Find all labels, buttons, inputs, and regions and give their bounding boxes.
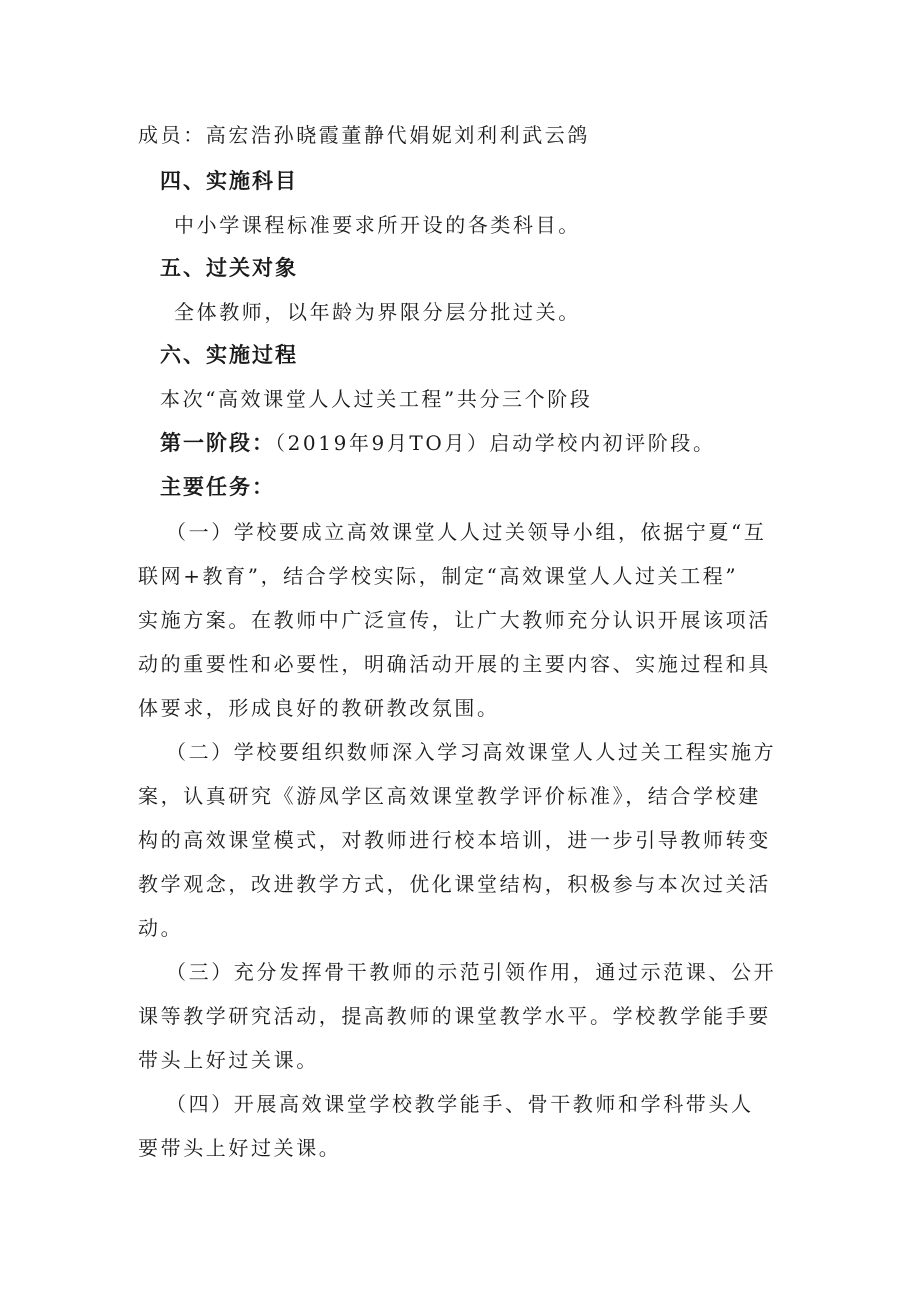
section-heading-targets: 五、过关对象: [160, 256, 298, 280]
phase1-text: （2019年9月TO月）启动学校内初评阶段。: [275, 431, 716, 455]
section-heading-subjects: 四、实施科目: [160, 169, 298, 193]
process-intro: 本次“高效课堂人人过关工程”共分三个阶段: [160, 387, 593, 411]
task-3-line-2: 课等教学研究活动，提高教师的课堂教学水平。学校教学能手要: [138, 1004, 771, 1028]
task-3-line-3: 带头上好过关课。: [138, 1048, 319, 1072]
task-4-line-2: 要带头上好过关课。: [138, 1136, 342, 1160]
task-1-line-2: 联网+教育”，结合学校实际，制定“高效课堂人人过关工程”: [138, 564, 739, 588]
section-body-targets: 全体教师，以年龄为界限分层分批过关。: [174, 300, 581, 324]
task-1-line-3: 实施方案。在教师中广泛宣传，让广大教师充分认识开展该项活: [138, 608, 771, 632]
task-2-line-1: （二）学校要组织数师深入学习高效课堂人人过关工程实施方: [166, 740, 777, 764]
task-2-line-5: 动。: [138, 916, 184, 940]
tasks-heading: 主要任务：: [160, 475, 275, 499]
phase1-label: 第一阶段：: [160, 431, 275, 455]
task-1-line-5: 体要求，形成良好的教研教改氛围。: [138, 696, 500, 720]
task-2-line-4: 教学观念，改进教学方式，优化课堂结构，积极参与本次过关活: [138, 872, 771, 896]
task-2-line-2: 案，认真研究《游凤学区高效课堂教学评价标准》，结合学校建: [138, 784, 761, 808]
task-2-line-3: 构的高效课堂模式，对教师进行校本培训，进一步引导教师转变: [138, 828, 771, 852]
section-body-subjects: 中小学课程标准要求所开设的各类科目。: [174, 213, 581, 237]
section-heading-process: 六、实施过程: [160, 343, 298, 367]
phase1-line: [160, 429, 820, 457]
task-4-line-1: （四）开展高效课堂学校教学能手、骨干教师和学科带头人: [166, 1092, 754, 1116]
task-1-line-1: （一）学校要成立高效课堂人人过关领导小组，依据宁夏“互: [166, 520, 767, 544]
task-1-line-4: 动的重要性和必要性，明确活动开展的主要内容、实施过程和具: [138, 652, 771, 676]
members-line: 成员：高宏浩孙晓霞董静代娟妮刘利利武云鸽: [138, 123, 590, 147]
task-3-line-1: （三）充分发挥骨干教师的示范引领作用，通过示范课、公开: [166, 960, 777, 984]
